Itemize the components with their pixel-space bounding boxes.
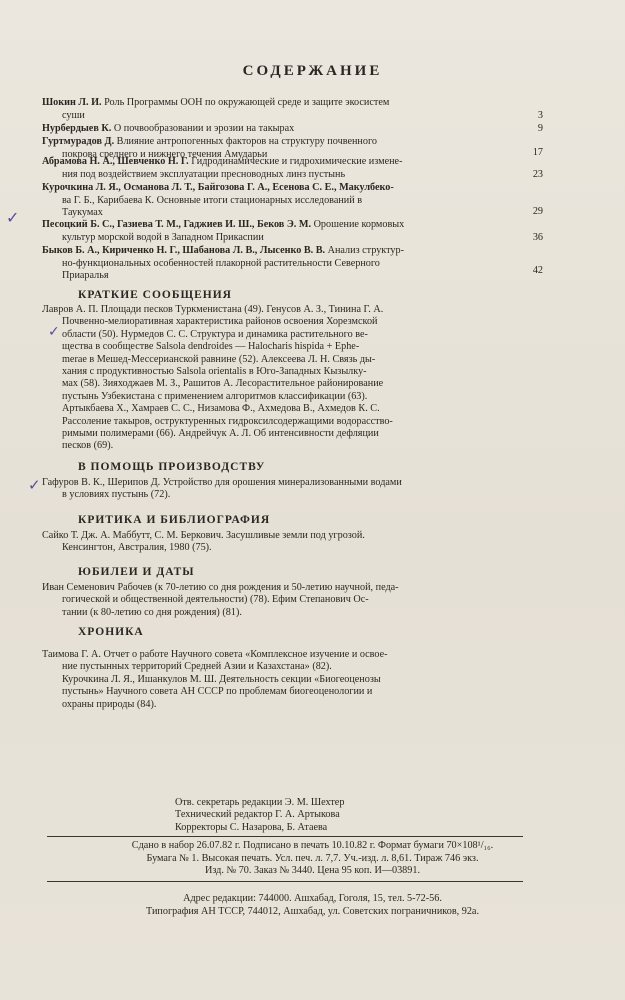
section-heading-production: В ПОМОЩЬ ПРОИЗВОДСТВУ — [78, 461, 266, 473]
toc-entry: Песоцкий Б. С., Газиева Т. М., Гаджиев И. Ш., Беков Э. М. Орошение кормовых культур морской водой в Западном Прикаспии — [42, 219, 405, 243]
toc-page: 17 — [532, 147, 543, 158]
handwritten-check-icon: ✓ — [6, 208, 20, 227]
toc-page: 23 — [532, 169, 543, 180]
toc-entry: Абрамова Н. А., Шевченко Н. Г. Гидродинамические и гидрохимические измене- ния под воздействием эксплуатации пресноводных линз пустынь — [42, 156, 403, 180]
toc-page: 9 — [537, 123, 543, 134]
imprint: Отв. секретарь редакции Э. М. Шехтер Технический редактор Г. А. Артыкова Корректоры С. Назарова, Б. Атаева — [175, 797, 345, 833]
toc-page: 3 — [537, 110, 543, 121]
section-production-text: Гафуров В. К., Шерипов Д. Устройство для орошения минерализованными водами в условиях пустынь (72). — [42, 477, 402, 501]
toc-entry: Быков Б. А., Кириченко Н. Г., Шабанова Л. В., Лысенко В. В. Анализ структур- но-функциональных особенностей плакорной растительности Северного Приаралья — [42, 245, 405, 282]
address: Адрес редакции: 744000. Ашхабад, Гоголя, 15, тел. 5-72-56. Типография АН ТССР, 744012, Ашхабад, ул. Советских пограничников, 92а. — [145, 893, 479, 917]
section-critique-text: Сайко Т. Дж. А. Маббутт, С. М. Беркович. Засушливые земли под угрозой. Кенсингтон, Австралия, 1980 (75). — [42, 530, 365, 554]
section-heading-critique: КРИТИКА И БИБЛИОГРАФИЯ — [78, 514, 271, 526]
toc-page: 29 — [532, 206, 543, 217]
divider — [47, 881, 523, 882]
print-info: Сдано в набор 26.07.82 г. Подписано в печать 10.10.82 г. Формат бумаги 70×108¹/₁₆. Бумага № 1. Высокая печать. Усл. печ. л. 7,7. Уч.-изд. л. 8,61. Тираж 746 экз. Изд. № 70. Заказ № 3440. Цена 95 коп. И—03891. — [131, 840, 494, 877]
toc-entry: Шокин Л. И. Роль Программы ООН по окружающей среде и защите экосистем суши — [42, 97, 390, 121]
section-chronicle-text: Таимова Г. А. Отчет о работе Научного совета «Комплексное изучение и освое- ние пустынных территорий Средней Азии и Казахстана» (82). Курочкина Л. Я., Ишанкулов М. Ш. Деятельность секции «Биогеоценозы пустынь» Научного совета АН СССР по проблемам биогеоценологии и охраны природы (84). — [42, 649, 388, 710]
section-heading-chronicle: ХРОНИКА — [78, 626, 144, 638]
toc-entry: Курочкина Л. Я., Османова Л. Т., Байгозова Г. А., Есенова С. Е., Макулбеко- ва Г. Б., Карибаева К. Основные итоги стационарных исследований в Таукумах — [42, 182, 394, 219]
section-jubilee-text: Иван Семенович Рабочев (к 70-летию со дня рождения и 50-летию научной, педа- гогической и общественной деятельности) (78). Ефим Степанович Ос- тании (к 80-летию со дня рождения) (81). — [42, 582, 399, 618]
section-short-text: Лавров А. П. Площади песков Туркменистана (49). Генусов А. З., Тинина Г. А. Почвенно-мелиоративная характеристика районов освоения Хорезмской области (50). Нурмедов С. С. Структура и динамика растительного ве- щества в сообществе Salsola dendroides — Halocharis hispida + Ephe- merae в Мешед-Мессерианской равнине (52). Алексеева Л. Н. Связь ды- хания с продуктивностью Salsola orientalis в Юго-Западных Кызылку- мах (58). Зияходжаев М. З., Рашитов А. Лесорастительное районирование пустынь Узбекистана с применением алгоритмов классификации (63). Артыкбаева Х., Хамраев С. С., Низамова Ф., Ахмедова В., Ахмедов К. С. Рассоление такыров, оструктуренных гидроксилсодержащими водорасство- римыми полимерами (66). Андрейчук А. Л. Об интенсивности дефляции песков (69). — [42, 304, 393, 452]
toc-page: 36 — [532, 232, 543, 243]
divider — [47, 836, 523, 837]
toc-entry: Гуртмурадов Д. Влияние антропогенных факторов на структуру почвенного покрова среднего и нижнего течения Амударьи — [42, 136, 377, 160]
page-title: СОДЕРЖАНИЕ — [242, 63, 383, 79]
section-heading-jubilee: ЮБИЛЕИ И ДАТЫ — [78, 566, 195, 578]
section-heading-short: КРАТКИЕ СООБЩЕНИЯ — [78, 289, 232, 301]
toc-entry: Нурбердыев К. О почвообразовании и эрозии на такырах — [42, 123, 295, 134]
handwritten-check-icon: ✓ — [28, 476, 41, 494]
toc-page: 42 — [532, 265, 543, 276]
handwritten-check-icon: ✓ — [48, 324, 60, 340]
